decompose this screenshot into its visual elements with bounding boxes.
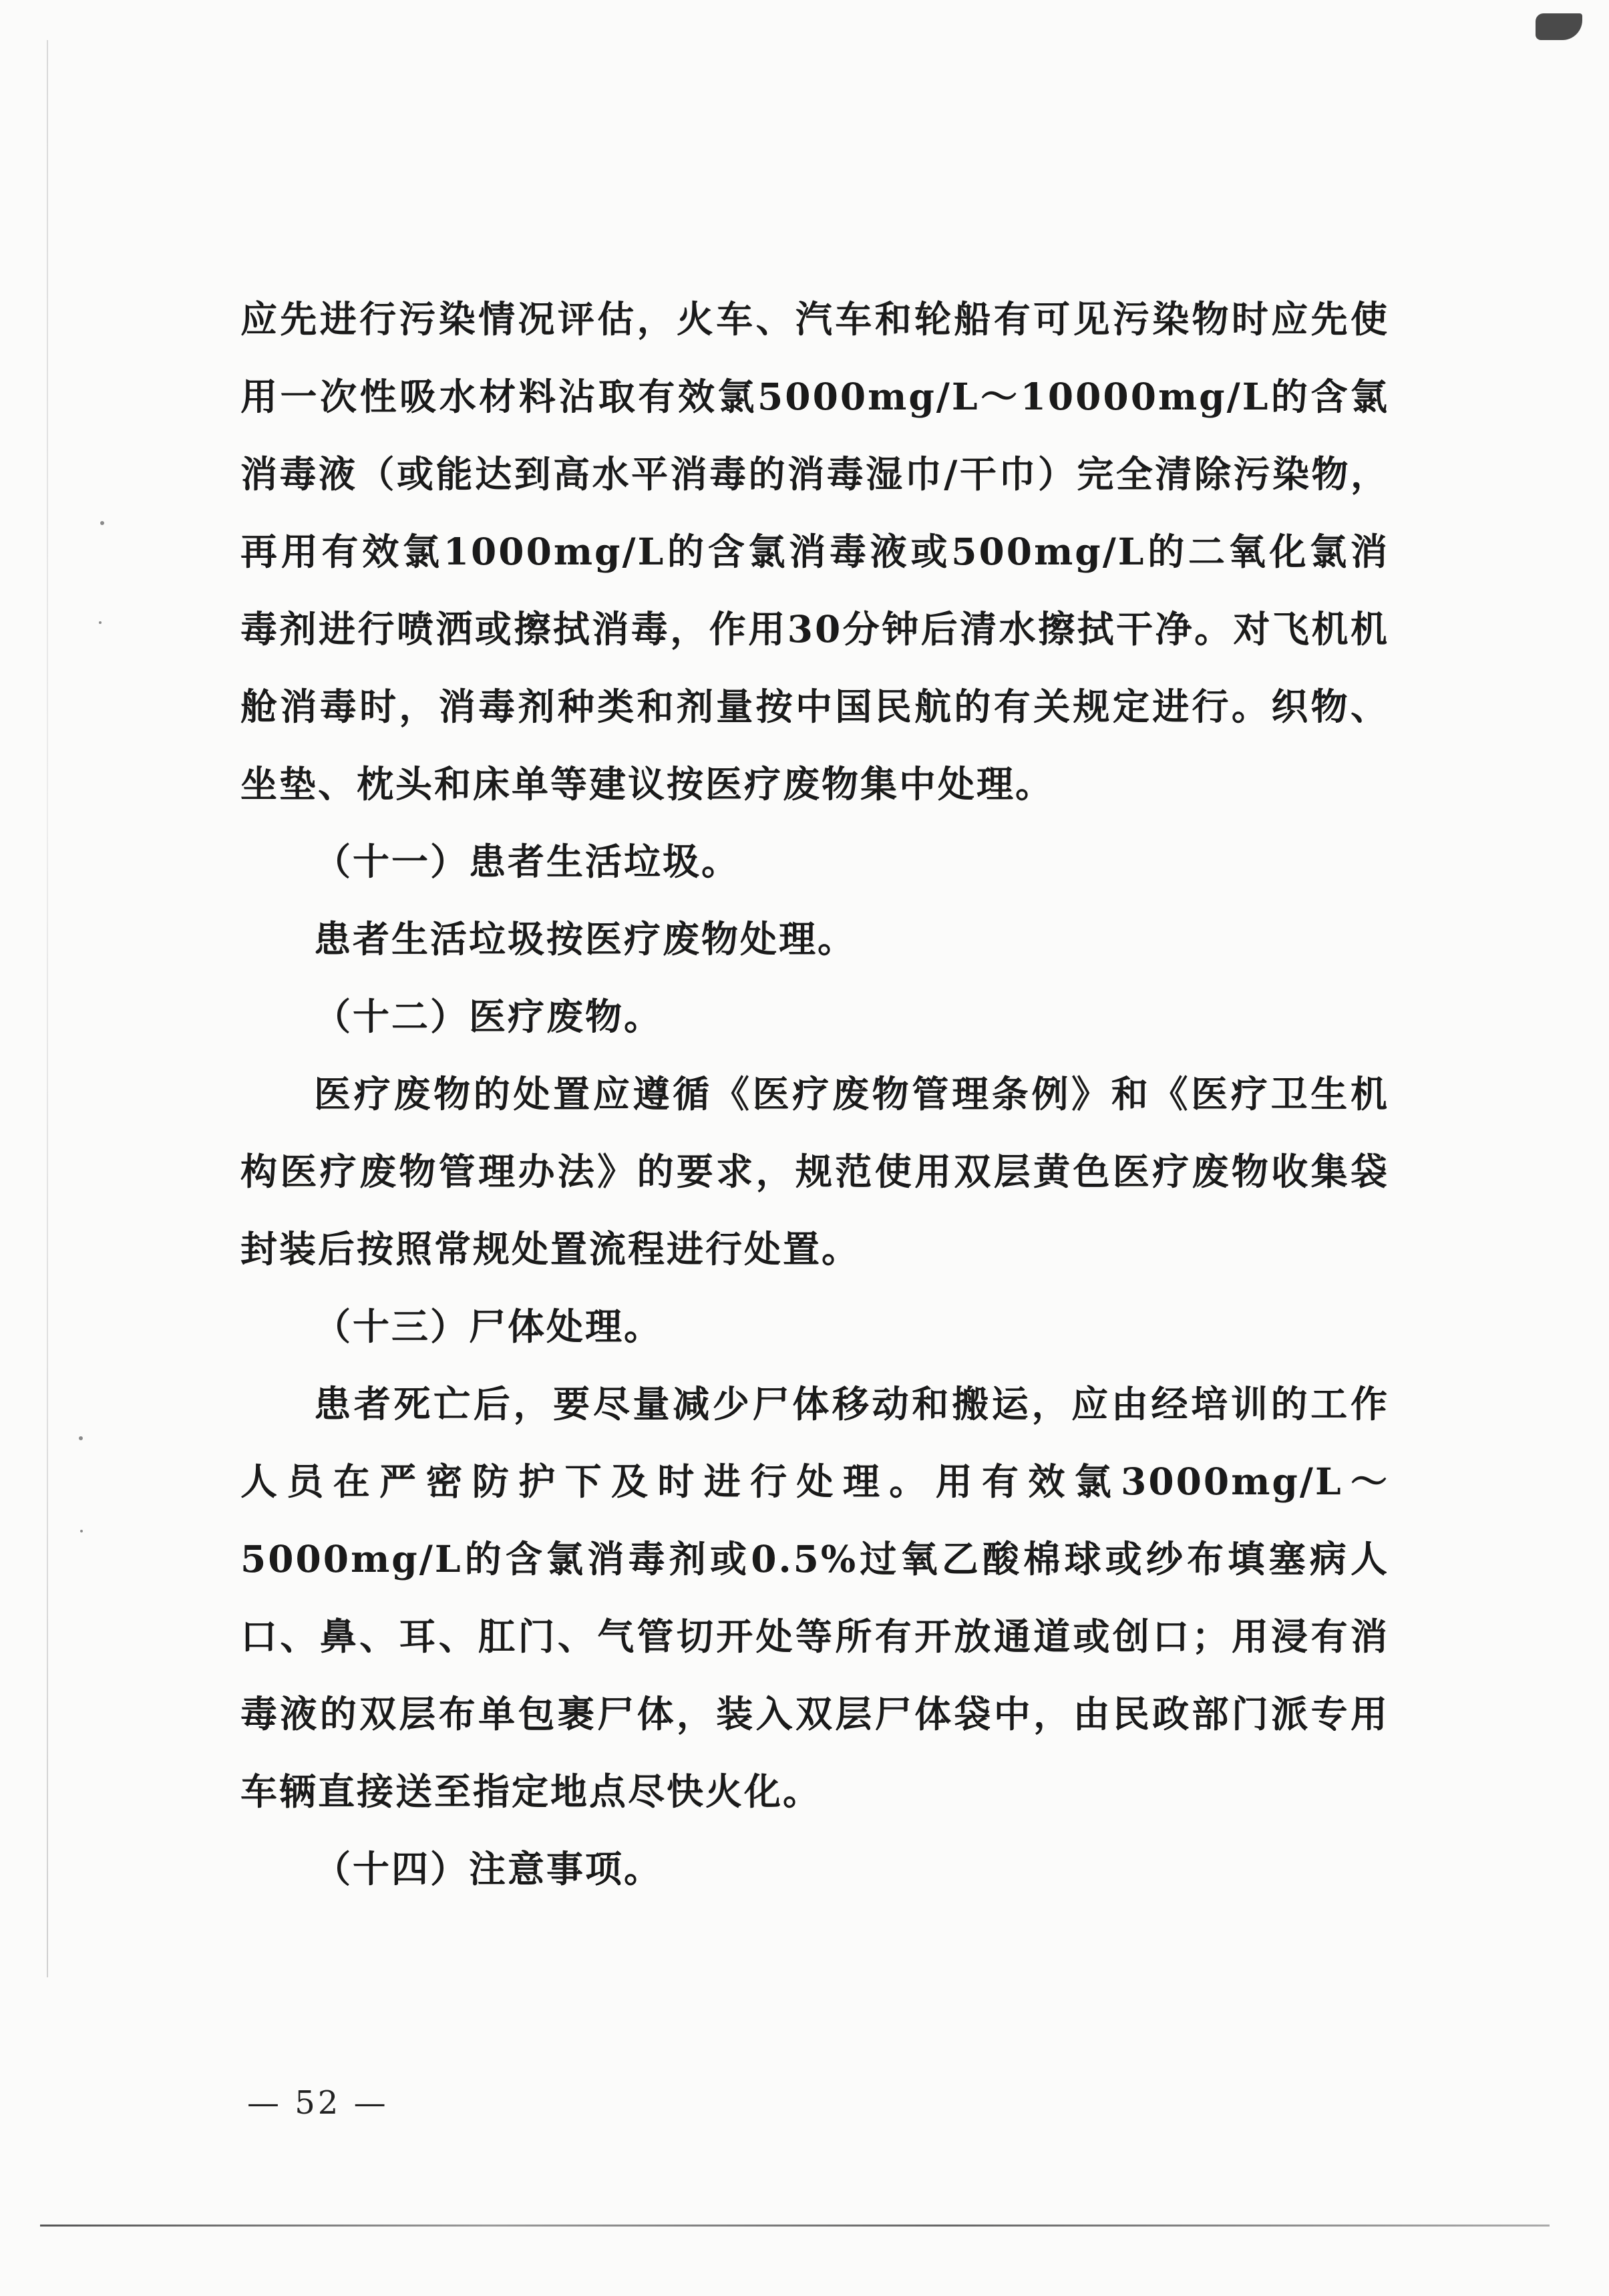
scan-edge — [47, 40, 48, 1977]
heading-precautions: （十四）注意事项。 — [314, 1847, 663, 1891]
paragraph-body-handling: 患者死亡后，要尽量减少尸体移动和搬运，应由经培训的工作人员在严密防护下及时进行处理。用有效氯3000mg/L～5000mg/L的含氯消毒剂或0.5%过氧乙酸棉球或纱布填塞病人口、鼻、耳、肛门、气管切开处等所有开放通道或创口；用浸有消毒液的双层布单包裹尸体，装入双层尸体袋中，由民政部门派专用车辆直接送至指定地点尽快火化。 — [240, 1382, 1389, 1813]
paragraph-disinfection-vehicles: 应先进行污染情况评估，火车、汽车和轮船有可见污染物时应先使用一次性吸水材料沾取有效氯5000mg/L～10000mg/L的含氯消毒液（或能达到高水平消毒的消毒湿巾/干巾）完全清除污染物，再用有效氯1000mg/L的含氯消毒液或500mg/L的二氧化氯消毒剂进行喷洒或擦拭消毒，作用30分钟后清水擦拭干净。对飞机机舱消毒时，消毒剂种类和剂量按中国民航的有关规定进行。织物、坐垫、枕头和床单等建议按医疗废物集中处理。 — [240, 297, 1389, 806]
scan-speck — [99, 621, 102, 624]
paragraph-medical-waste: 医疗废物的处置应遵循《医疗废物管理条例》和《医疗卫生机构医疗废物管理办法》的要求，规范使用双层黄色医疗废物收集袋封装后按照常规处置流程进行处置。 — [240, 1072, 1389, 1271]
heading-patient-waste: （十一）患者生活垃圾。 — [314, 840, 741, 883]
scan-corner-mark — [1536, 13, 1582, 40]
scan-speck — [79, 1436, 83, 1440]
bottom-scan-line — [40, 2225, 1550, 2227]
heading-medical-waste: （十二）医疗废物。 — [314, 995, 663, 1038]
page-number: — 52 — — [247, 2084, 389, 2122]
document-body — [240, 281, 1389, 1908]
scan-speck — [100, 521, 104, 525]
paragraph-patient-waste: 患者生活垃圾按医疗废物处理。 — [314, 917, 857, 961]
scan-speck — [80, 1530, 83, 1532]
heading-body-handling: （十三）尸体处理。 — [314, 1305, 663, 1348]
